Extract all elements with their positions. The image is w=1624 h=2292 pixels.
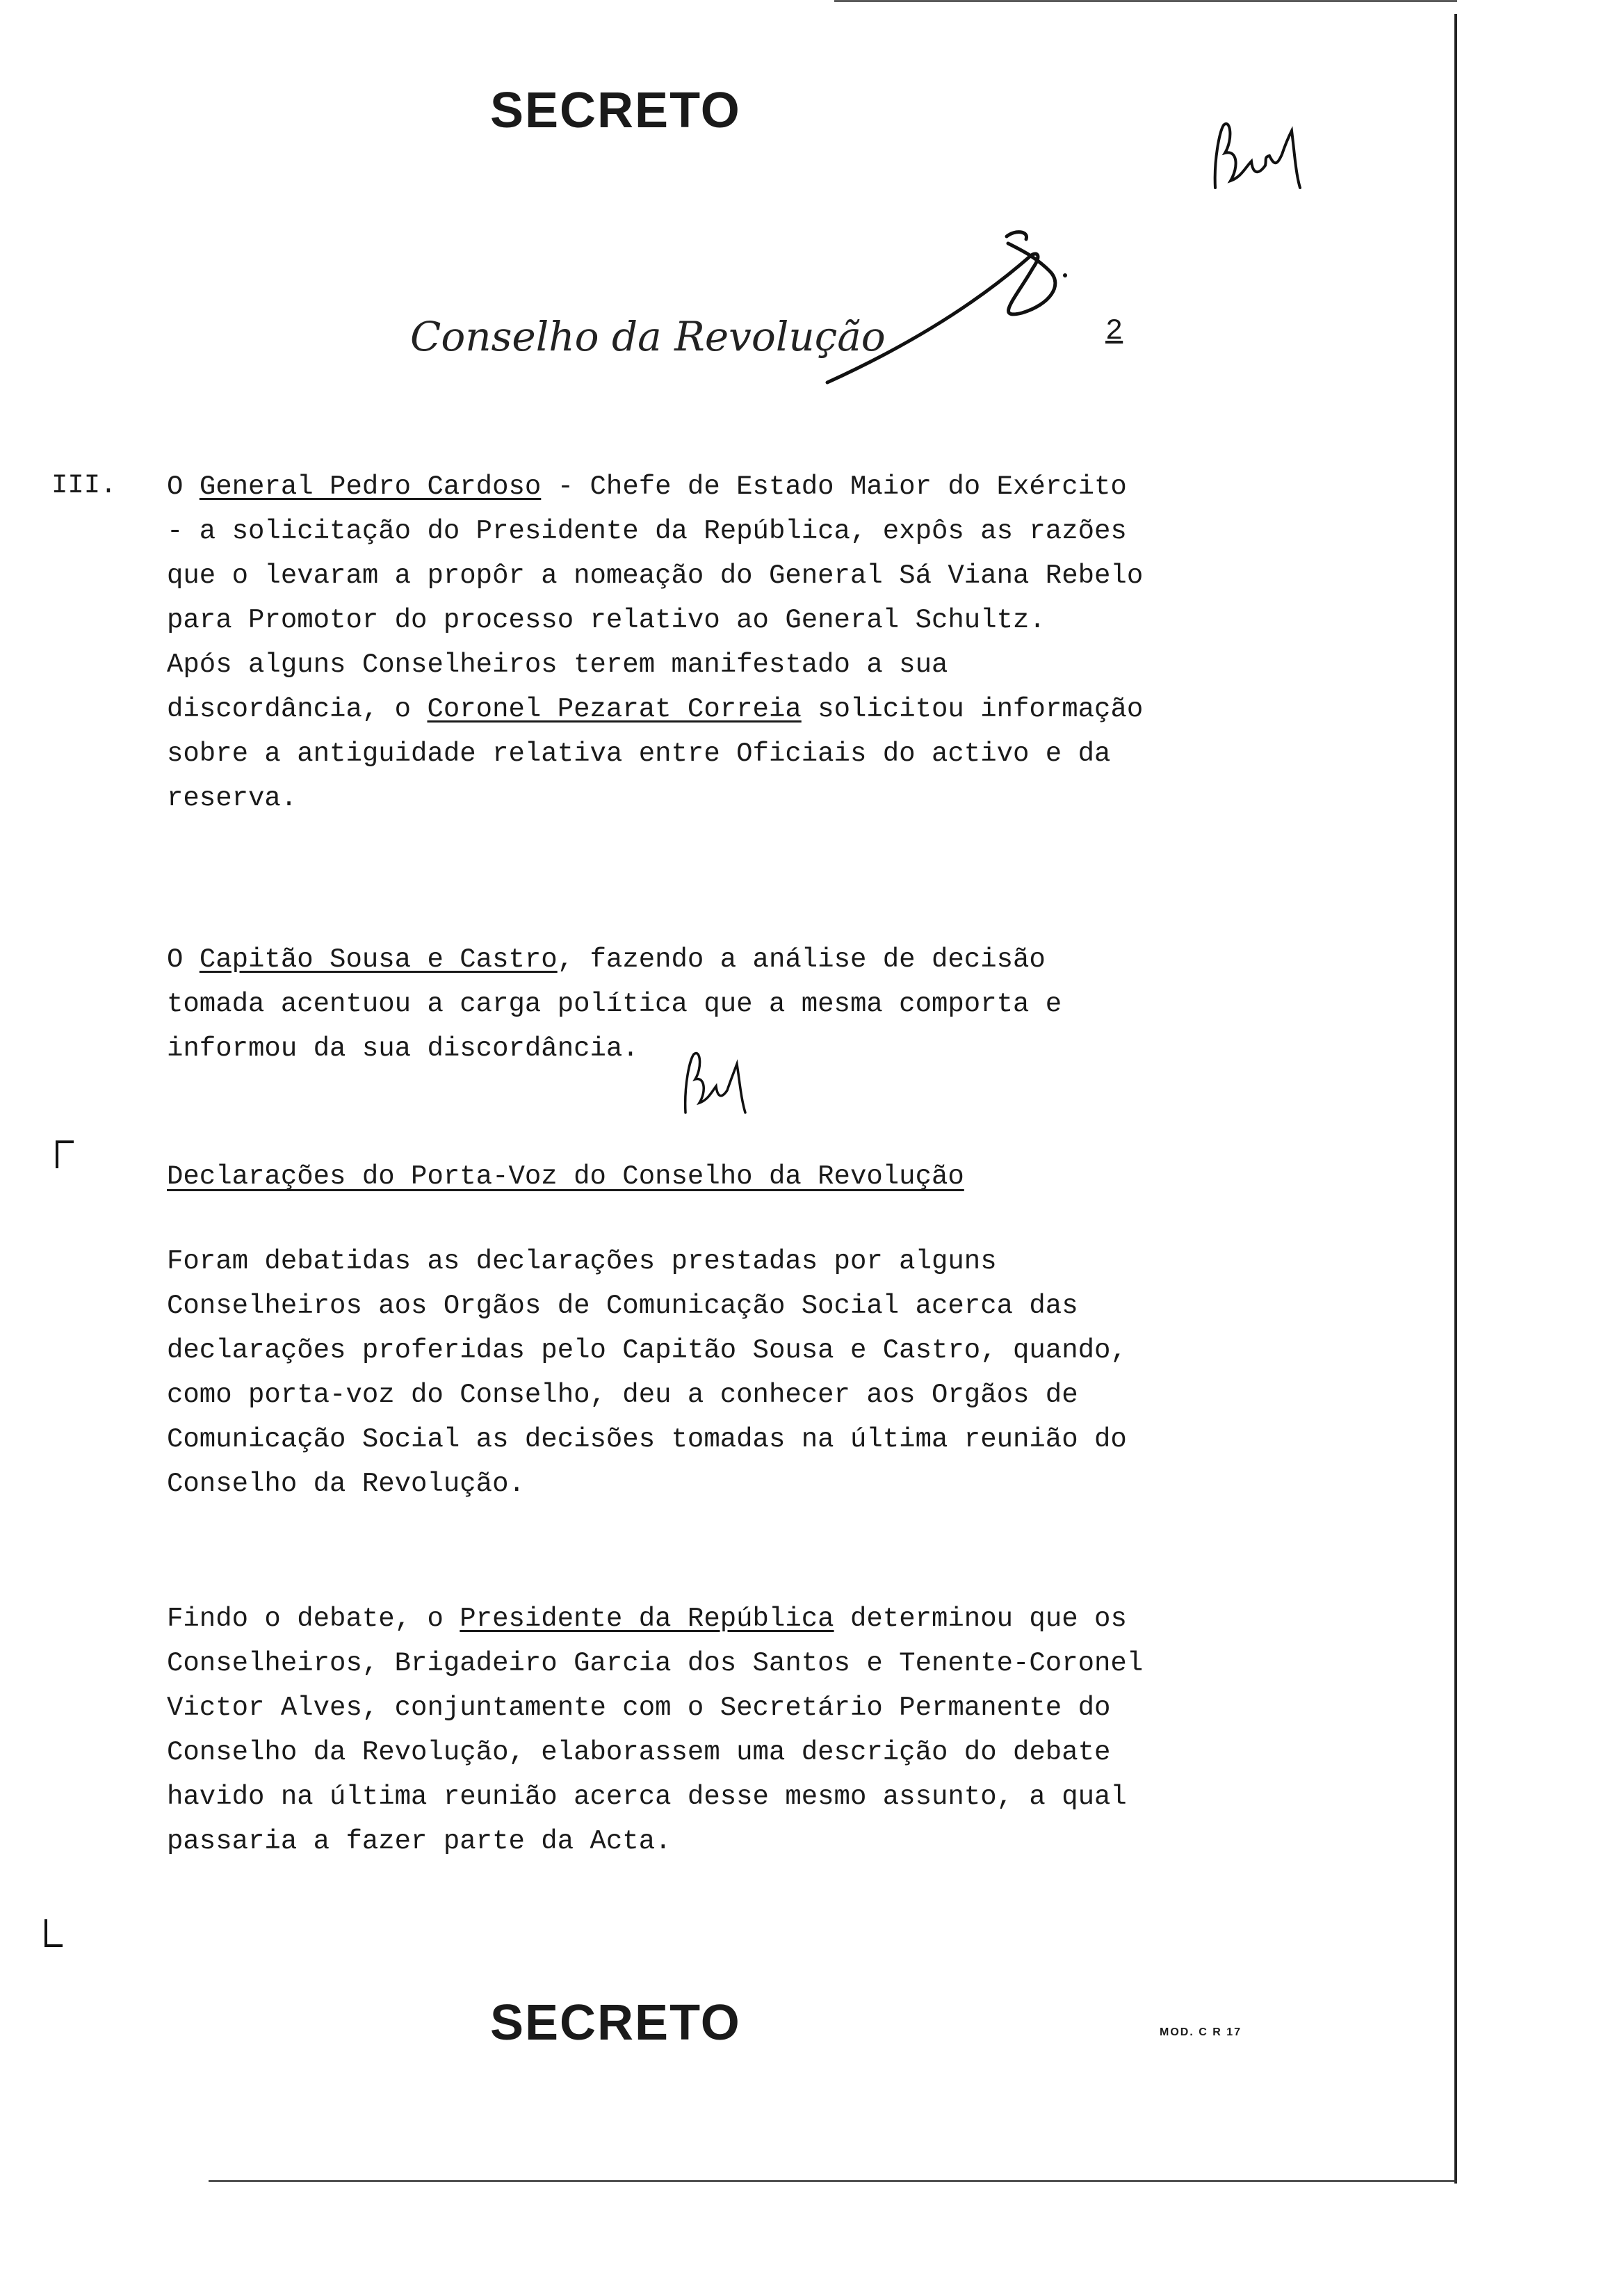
paragraph-declaracoes xyxy=(167,1239,1154,1506)
classification-header: SECRETO xyxy=(490,83,741,138)
form-code: MOD. C R 17 xyxy=(1160,2026,1242,2038)
paragraph-text: Findo o debate, o xyxy=(167,1604,460,1634)
paragraph-text: O xyxy=(167,471,200,502)
paragraph-text: determinou que os Conselheiros, Brigadeiro Garcia dos Santos e Tenente-Coronel Victor Alves, conjuntamente com o Secretário Permanente do Conselho da Revolução, elaborassem uma descrição do debate havido na última reunião acerca desse mesmo assunto, a qual passaria a fazer parte da Acta. xyxy=(167,1604,1160,1857)
scan-edge-right xyxy=(1454,14,1457,2184)
scan-edge-top xyxy=(834,0,1457,2)
paragraph-text: - Chefe de Estado Maior do Exército - a solicitação do Presidente da República, expôs as razões que o levaram a propôr a nomeação do General Sá Viana Rebelo para Promotor do processo relativo ao General Schultz. xyxy=(167,471,1160,636)
paragraph-text: solicitou informação sobre a antiguidade relativa entre Oficiais do activo e da reserva. xyxy=(167,694,1160,814)
person-name: General Pedro Cardoso xyxy=(199,471,542,502)
section-number: III. xyxy=(51,470,117,501)
classification-footer: SECRETO xyxy=(490,1995,741,2051)
section-heading: Declarações do Porta-Voz do Conselho da Revolução xyxy=(167,1161,964,1192)
person-name: Presidente da República xyxy=(460,1604,834,1634)
paragraph-presidente xyxy=(167,1597,1160,1864)
paragraph-text: , fazendo a análise de decisão tomada acentuou a carga política que a mesma comporta e informou da sua discordância. xyxy=(167,944,1078,1064)
paragraph-text: O xyxy=(167,944,200,975)
scan-edge-bottom xyxy=(209,2180,1457,2182)
paragraph-text: Após alguns Conselheiros terem manifestado a sua discordância, o xyxy=(167,649,964,725)
crop-mark-top-left xyxy=(56,1140,74,1168)
letterhead: Conselho da Revolução xyxy=(410,313,886,360)
page-number: 2 xyxy=(1105,314,1123,348)
crop-mark-bottom-left xyxy=(44,1919,63,1947)
person-name: Capitão Sousa e Castro xyxy=(199,944,558,975)
paragraph-text: Foram debatidas as declarações prestadas por alguns Conselheiros aos Orgãos de Comunicação Social acerca das declarações proferidas pelo Capitão Sousa e Castro, quando, como porta-voz do Conselho, deu a conhecer aos Orgãos de Comunicação Social as decisões tomadas na última reunião do Conselho da Revolução. xyxy=(167,1246,1144,1499)
paragraph-sousa-castro xyxy=(167,937,1154,1071)
person-name: Coronel Pezarat Correia xyxy=(427,694,802,725)
paragraph-general-cardoso xyxy=(167,465,1160,821)
